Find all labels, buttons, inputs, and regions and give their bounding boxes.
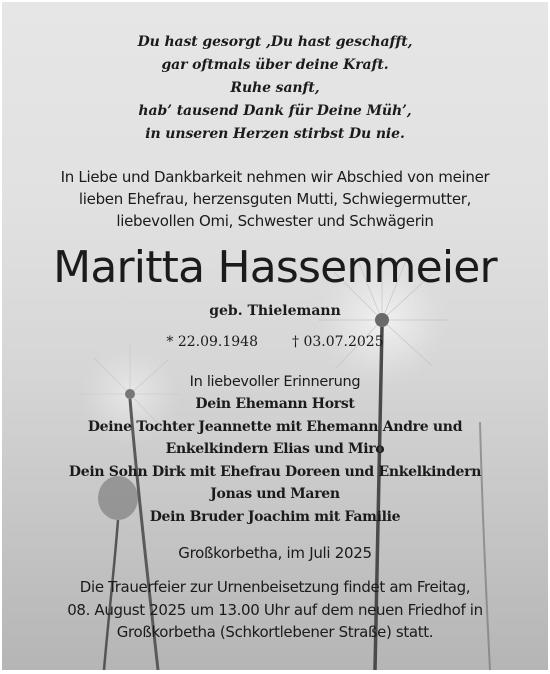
mourner-line: Dein Bruder Joachim mit Familie [149, 508, 401, 525]
mourner-line: Deine Tochter Jeannette mit Ehemann Andre und [87, 418, 463, 435]
mourner-line: Dein Sohn Dirk mit Ehefrau Doreen und Enkelkindern [68, 463, 482, 480]
intro-text [2, 166, 548, 232]
poem-line: Du hast gesorgt ,Du hast geschafft, [137, 34, 413, 50]
death-date: † 03.07.2025 [292, 334, 384, 350]
poem-line: Ruhe sanft, [230, 80, 320, 96]
poem-line: in unseren Herzen stirbst Du nie. [145, 126, 405, 142]
funeral-line: Die Trauerfeier zur Urnenbeisetzung findet am Freitag, [79, 578, 471, 596]
intro-line: liebevollen Omi, Schwester und Schwägerin [116, 212, 434, 230]
mourner-line: Dein Ehemann Horst [195, 396, 355, 412]
obituary-notice [2, 2, 548, 670]
place-and-date: Großkorbetha, im Juli 2025 [178, 544, 372, 562]
memory-line: In liebevoller Erinnerung [189, 374, 361, 390]
funeral-line: Großkorbetha (Schkortlebener Straße) statt. [116, 623, 434, 641]
mourner-line: Jonas und Maren [210, 486, 340, 503]
poem [2, 31, 548, 146]
maiden-name: geb. Thielemann [209, 303, 341, 319]
birth-date: * 22.09.1948 [166, 334, 258, 350]
deceased-name: Maritta Hassenmeier [53, 242, 497, 293]
mourners-list [2, 393, 548, 529]
funeral-line: 08. August 2025 um 13.00 Uhr auf dem neuen Friedhof in [67, 600, 483, 619]
intro-line: lieben Ehefrau, herzensguten Mutti, Schwiegermutter, [78, 190, 472, 208]
mourner-line: Enkelkindern Elias und Miro [165, 441, 385, 458]
poem-line: hab’ tausend Dank für Deine Müh’, [138, 103, 412, 119]
intro-line: In Liebe und Dankbarkeit nehmen wir Abschied von meiner [60, 168, 490, 186]
funeral-info [2, 576, 548, 644]
poem-line: gar oftmals über deine Kraft. [161, 57, 389, 73]
life-dates [2, 331, 548, 353]
